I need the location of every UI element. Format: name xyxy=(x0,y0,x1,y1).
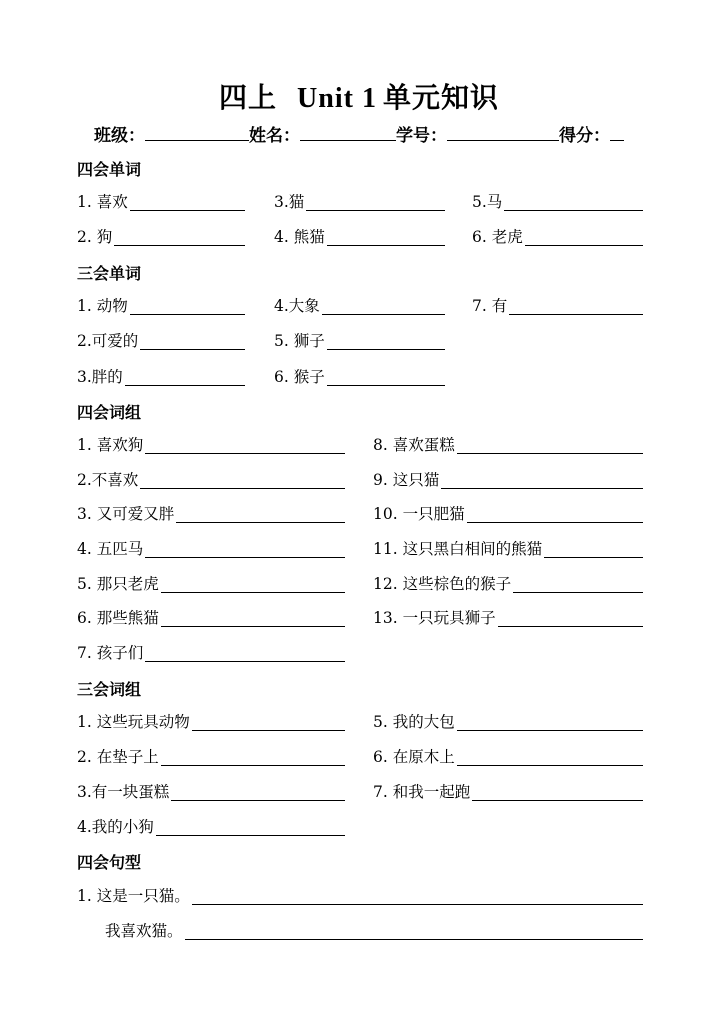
item-label: 13. 一只玩具狮子 xyxy=(373,609,496,627)
answer-blank[interactable] xyxy=(176,508,345,523)
list-item xyxy=(373,746,643,766)
item-label: 4.大象 xyxy=(274,297,320,315)
list-item xyxy=(274,226,445,246)
item-label: 9. 这只猫 xyxy=(373,471,440,489)
answer-blank[interactable] xyxy=(457,439,643,454)
answer-blank[interactable] xyxy=(327,231,445,246)
list-item xyxy=(373,573,643,593)
item-label: 2.不喜欢 xyxy=(77,471,139,489)
title-prefix: 四上 xyxy=(219,81,278,114)
list-item xyxy=(472,191,643,211)
list-item xyxy=(274,295,445,315)
number-label: 学号： xyxy=(396,126,447,146)
item-label: 12. 这些棕色的猴子 xyxy=(373,575,512,593)
list-item xyxy=(77,746,345,766)
answer-blank[interactable] xyxy=(192,890,643,905)
section-heading-four-words: 四会单词 xyxy=(77,160,142,179)
list-item xyxy=(373,469,643,489)
answer-blank[interactable] xyxy=(472,786,643,801)
number-blank[interactable] xyxy=(447,125,559,141)
list-item xyxy=(77,538,345,558)
section-heading: 四会句型 xyxy=(77,853,142,872)
list-item xyxy=(77,226,245,246)
list-item xyxy=(373,538,643,558)
list-item xyxy=(373,434,643,454)
list-item xyxy=(77,434,345,454)
item-label: 3.有一块蛋糕 xyxy=(77,783,170,801)
item-label: 1. 喜欢 xyxy=(77,193,128,211)
list-item xyxy=(373,503,643,523)
answer-blank[interactable] xyxy=(498,612,643,627)
item-label: 4.我的小狗 xyxy=(77,818,154,836)
answer-blank[interactable] xyxy=(544,543,643,558)
list-item xyxy=(472,295,643,315)
list-item xyxy=(77,191,245,211)
item-label: 6. 在原木上 xyxy=(373,748,455,766)
item-label: 2.可爱的 xyxy=(77,332,139,350)
answer-blank[interactable] xyxy=(327,335,445,350)
answer-blank[interactable] xyxy=(161,751,345,766)
list-item xyxy=(77,469,345,489)
answer-blank[interactable] xyxy=(140,474,345,489)
answer-blank[interactable] xyxy=(327,371,445,386)
answer-blank[interactable] xyxy=(509,300,643,315)
list-item xyxy=(77,330,245,350)
answer-blank[interactable] xyxy=(161,578,345,593)
title-unit: Unit 1 xyxy=(297,83,377,114)
list-item xyxy=(77,366,245,386)
list-item xyxy=(472,226,643,246)
name-label: 姓名： xyxy=(249,126,300,146)
class-label: 班级： xyxy=(94,126,145,146)
answer-blank[interactable] xyxy=(140,335,245,350)
item-label: 4. 熊猫 xyxy=(274,228,325,246)
list-item xyxy=(77,816,345,836)
page-title xyxy=(0,76,718,116)
list-item xyxy=(274,330,445,350)
item-label: 7. 孩子们 xyxy=(77,644,144,662)
answer-blank[interactable] xyxy=(457,716,643,731)
list-item xyxy=(77,295,245,315)
item-label: 5.马 xyxy=(472,193,503,211)
class-blank[interactable] xyxy=(145,125,249,141)
score-label: 得分： xyxy=(559,126,610,146)
item-label: 3.胖的 xyxy=(77,368,123,386)
answer-blank[interactable] xyxy=(145,647,345,662)
answer-blank[interactable] xyxy=(185,925,643,940)
item-label: 6. 老虎 xyxy=(472,228,523,246)
list-item xyxy=(274,366,445,386)
answer-blank[interactable] xyxy=(145,439,345,454)
list-item xyxy=(373,711,643,731)
score-blank[interactable] xyxy=(610,125,624,141)
item-label: 3.猫 xyxy=(274,193,305,211)
answer-blank[interactable] xyxy=(513,578,643,593)
item-label: 6. 猴子 xyxy=(274,368,325,386)
list-item xyxy=(77,711,345,731)
item-label: 3. 又可爱又胖 xyxy=(77,505,175,523)
item-label: 5. 那只老虎 xyxy=(77,575,159,593)
answer-blank[interactable] xyxy=(171,786,345,801)
answer-blank[interactable] xyxy=(457,751,643,766)
answer-blank[interactable] xyxy=(161,612,345,627)
list-item xyxy=(77,642,345,662)
item-label: 2. 狗 xyxy=(77,228,113,246)
list-item xyxy=(77,607,345,627)
list-item xyxy=(77,573,345,593)
name-blank[interactable] xyxy=(300,125,396,141)
answer-blank[interactable] xyxy=(125,371,245,386)
answer-blank[interactable] xyxy=(145,543,345,558)
item-label: 6. 那些熊猫 xyxy=(77,609,159,627)
item-label: 7. 有 xyxy=(472,297,508,315)
section-heading: 四会词组 xyxy=(77,403,142,422)
item-label: 1. 这些玩具动物 xyxy=(77,713,190,731)
answer-blank[interactable] xyxy=(525,231,643,246)
answer-blank[interactable] xyxy=(130,300,245,315)
answer-blank[interactable] xyxy=(322,300,445,315)
item-label: 5. 狮子 xyxy=(274,332,325,350)
list-item xyxy=(373,607,643,627)
item-label: 2. 在垫子上 xyxy=(77,748,159,766)
student-info-line xyxy=(94,121,624,146)
item-label: 我喜欢猫。 xyxy=(105,922,183,940)
list-item xyxy=(105,920,643,940)
answer-blank[interactable] xyxy=(467,508,643,523)
title-suffix: 单元知识 xyxy=(382,81,499,114)
item-label: 4. 五匹马 xyxy=(77,540,144,558)
list-item xyxy=(77,503,345,523)
item-label: 1. 这是一只猫。 xyxy=(77,887,190,905)
item-label: 8. 喜欢蛋糕 xyxy=(373,436,455,454)
answer-blank[interactable] xyxy=(441,474,643,489)
answer-blank[interactable] xyxy=(192,716,345,731)
item-label: 11. 这只黑白相间的熊猫 xyxy=(373,540,543,558)
section-heading: 三会词组 xyxy=(77,680,142,699)
list-item xyxy=(373,781,643,801)
answer-blank[interactable] xyxy=(114,231,245,246)
answer-blank[interactable] xyxy=(156,821,345,836)
list-item xyxy=(77,781,345,801)
item-label: 10. 一只肥猫 xyxy=(373,505,465,523)
answer-blank[interactable] xyxy=(306,196,445,211)
section-heading: 三会单词 xyxy=(77,264,142,283)
answer-blank[interactable] xyxy=(504,196,643,211)
item-label: 1. 动物 xyxy=(77,297,128,315)
list-item xyxy=(77,885,643,905)
list-item xyxy=(274,191,445,211)
answer-blank[interactable] xyxy=(130,196,245,211)
item-label: 7. 和我一起跑 xyxy=(373,783,471,801)
item-label: 5. 我的大包 xyxy=(373,713,455,731)
item-label: 1. 喜欢狗 xyxy=(77,436,144,454)
